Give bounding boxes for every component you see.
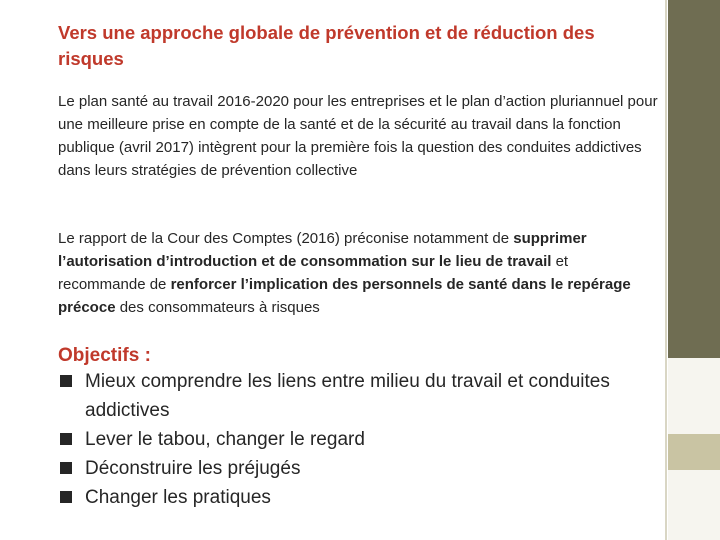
paragraph-bold-text: supprimer l’autorisation d’introduction et de consommation sur le lieu de travail — [58, 230, 587, 270]
paragraph-bold-text: renforcer l’implication des personnels de santé dans le repérage précoce — [58, 276, 631, 316]
list-item — [58, 483, 648, 512]
paragraph-cour-des-comptes — [58, 227, 658, 319]
objectives-list — [58, 367, 648, 512]
list-item-text: Lever le tabou, changer le regard — [85, 429, 365, 450]
list-item — [58, 425, 648, 454]
divider-line — [665, 0, 667, 540]
square-bullet-icon — [60, 462, 72, 474]
list-item-text: Mieux comprendre les liens entre milieu du travail et conduites addictives — [85, 371, 610, 421]
paragraph-plan-sante: Le plan santé au travail 2016-2020 pour les entreprises et le plan d’action pluriannuel pour une meilleure prise en compte de la santé et de la sécurité au travail dans la fonction publique (avril 2017) intègrent pour la première fois la question des conduites addictives dans leurs stratégies de prévention collective — [58, 93, 658, 179]
list-item — [58, 454, 648, 483]
slide-title: Vers une approche globale de prévention et de réduction des risques — [58, 22, 595, 69]
square-bullet-icon — [60, 491, 72, 503]
list-item — [58, 367, 648, 425]
objectives-title: Objectifs : — [58, 345, 151, 366]
square-bullet-icon — [60, 375, 72, 387]
sidebar-accent-band — [668, 434, 720, 470]
paragraph-text: Le rapport de la Cour des Comptes (2016) préconise notamment de — [58, 230, 514, 247]
sidebar-dark-band — [668, 0, 720, 358]
list-item-text: Déconstruire les préjugés — [85, 458, 301, 479]
square-bullet-icon — [60, 433, 72, 445]
list-item-text: Changer les pratiques — [85, 487, 271, 508]
paragraph-text: et recommande de — [58, 253, 569, 293]
paragraph-text: des consommateurs à risques — [115, 299, 320, 316]
